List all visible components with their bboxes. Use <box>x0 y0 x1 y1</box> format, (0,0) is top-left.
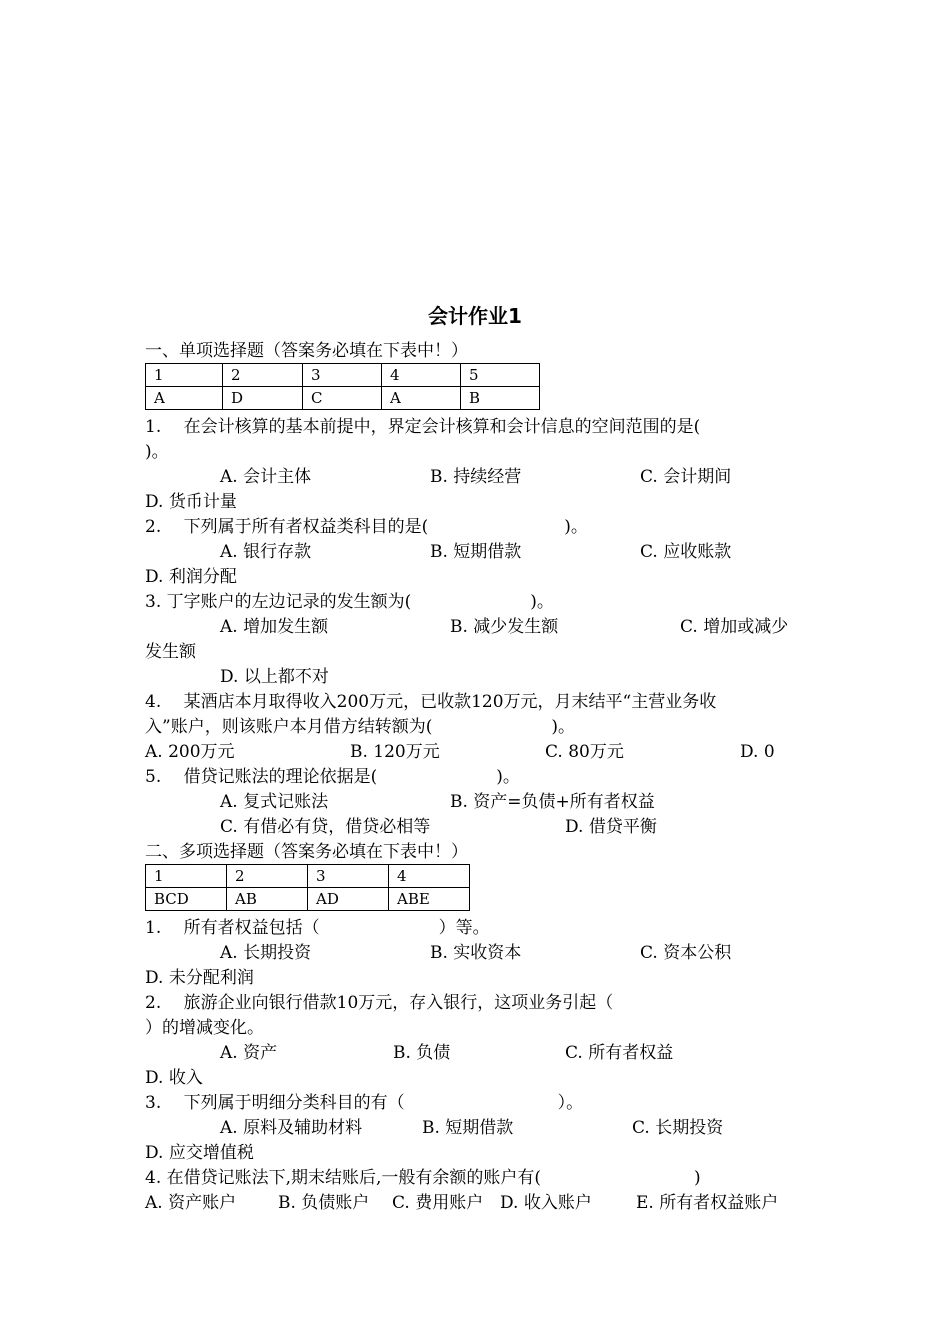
s1-q2-option-b: B. 短期借款 <box>430 542 522 562</box>
s2-q3-text: 3. 下列属于明细分类科目的有（ ）。 <box>145 1093 584 1113</box>
s1-q2-text: 2. 下列属于所有者权益类科目的是( )。 <box>145 517 588 537</box>
s1-q1-option-c: C. 会计期间 <box>640 467 732 487</box>
s1-q3-text: 3. 丁字账户的左边记录的发生额为( )。 <box>145 592 554 612</box>
section2-answer-table <box>145 864 470 911</box>
s2-q1-option-d: D. 未分配利润 <box>145 968 254 988</box>
s1-q1-option-a: A. 会计主体 <box>220 467 312 487</box>
table-cell: 3 <box>303 364 382 387</box>
table-row <box>146 865 470 888</box>
s1-q3-option-d: D. 以上都不对 <box>220 667 329 687</box>
s1-q1-text: 1. 在会计核算的基本前提中，界定会计核算和会计信息的空间范围的是( <box>145 417 701 437</box>
table-cell: 2 <box>227 865 308 888</box>
s1-q5-option-d: D. 借贷平衡 <box>565 817 657 837</box>
s1-q1-option-d: D. 货币计量 <box>145 492 237 512</box>
s2-q4-option-e: E. 所有者权益账户 <box>636 1193 779 1213</box>
s1-q3-option-b: B. 减少发生额 <box>450 617 559 637</box>
s2-q2-option-c: C. 所有者权益 <box>565 1043 674 1063</box>
s1-q3-option-c: C. 增加或减少 <box>680 617 789 637</box>
s2-q2-option-d: D. 收入 <box>145 1068 203 1088</box>
table-cell: ABE <box>389 888 470 911</box>
s2-q1-option-a: A. 长期投资 <box>220 943 312 963</box>
s1-q2-option-a: A. 银行存款 <box>220 542 312 562</box>
table-row <box>146 888 470 911</box>
table-cell: C <box>303 387 382 410</box>
table-cell: 5 <box>461 364 540 387</box>
table-cell: 4 <box>382 364 461 387</box>
table-row <box>146 387 540 410</box>
s2-q2-text-cont: ）的增减变化。 <box>145 1018 264 1038</box>
s1-q4-text-cont: 入”账户，则该账户本月借方结转额为( )。 <box>145 717 575 737</box>
table-cell: A <box>382 387 461 410</box>
s2-q2-option-a: A. 资产 <box>220 1043 278 1063</box>
s1-q3-option-c-cont: 发生额 <box>145 642 196 662</box>
table-cell: D <box>223 387 303 410</box>
s2-q1-option-b: B. 实收资本 <box>430 943 522 963</box>
s1-q3-option-a: A. 增加发生额 <box>220 617 329 637</box>
s2-q3-option-b: B. 短期借款 <box>422 1118 514 1138</box>
table-cell: 4 <box>389 865 470 888</box>
table-cell: B <box>461 387 540 410</box>
s2-q2-option-b: B. 负债 <box>393 1043 451 1063</box>
s2-q2-text: 2. 旅游企业向银行借款10万元，存入银行，这项业务引起（ <box>145 993 614 1013</box>
table-row <box>146 364 540 387</box>
section2-heading: 二、多项选择题（答案务必填在下表中！） <box>145 842 468 862</box>
s2-q4-option-a: A. 资产账户 <box>145 1193 237 1213</box>
s1-q4-text: 4. 某酒店本月取得收入200万元，已收款120万元，月末结平“主营业务收 <box>145 692 717 712</box>
page-title: 会计作业1 <box>428 304 522 328</box>
s1-q4-option-a: A. 200万元 <box>145 742 235 762</box>
s1-q4-option-d: D. 0 <box>740 742 775 762</box>
table-cell: 3 <box>308 865 389 888</box>
s1-q2-option-d: D. 利润分配 <box>145 567 237 587</box>
section1-heading: 一、单项选择题（答案务必填在下表中！） <box>145 341 468 361</box>
s2-q1-text: 1. 所有者权益包括（ ）等。 <box>145 918 490 938</box>
s1-q4-option-c: C. 80万元 <box>545 742 624 762</box>
s1-q1-text-cont: )。 <box>145 442 169 462</box>
s1-q5-option-b: B. 资产=负债+所有者权益 <box>450 792 655 812</box>
s1-q5-text: 5. 借贷记账法的理论依据是( )。 <box>145 767 520 787</box>
table-cell: 1 <box>146 865 227 888</box>
s1-q1-option-b: B. 持续经营 <box>430 467 522 487</box>
s2-q4-option-d: D. 收入账户 <box>500 1193 592 1213</box>
table-cell: BCD <box>146 888 227 911</box>
s2-q1-option-c: C. 资本公积 <box>640 943 732 963</box>
s2-q3-option-a: A. 原料及辅助材料 <box>220 1118 363 1138</box>
s2-q4-option-c: C. 费用账户 <box>392 1193 484 1213</box>
table-cell: AD <box>308 888 389 911</box>
table-cell: 1 <box>146 364 223 387</box>
s1-q5-option-a: A. 复式记账法 <box>220 792 329 812</box>
s2-q3-option-c: C. 长期投资 <box>632 1118 724 1138</box>
s2-q4-option-b: B. 负债账户 <box>278 1193 370 1213</box>
section1-answer-table <box>145 363 540 410</box>
s2-q3-option-d: D. 应交增值税 <box>145 1143 254 1163</box>
s2-q4-text: 4. 在借贷记账法下,期末结账后,一般有余额的账户有( ) <box>145 1168 701 1188</box>
s1-q5-option-c: C. 有借必有贷，借贷必相等 <box>220 817 431 837</box>
s1-q4-option-b: B. 120万元 <box>350 742 440 762</box>
table-cell: AB <box>227 888 308 911</box>
table-cell: A <box>146 387 223 410</box>
s1-q2-option-c: C. 应收账款 <box>640 542 732 562</box>
table-cell: 2 <box>223 364 303 387</box>
